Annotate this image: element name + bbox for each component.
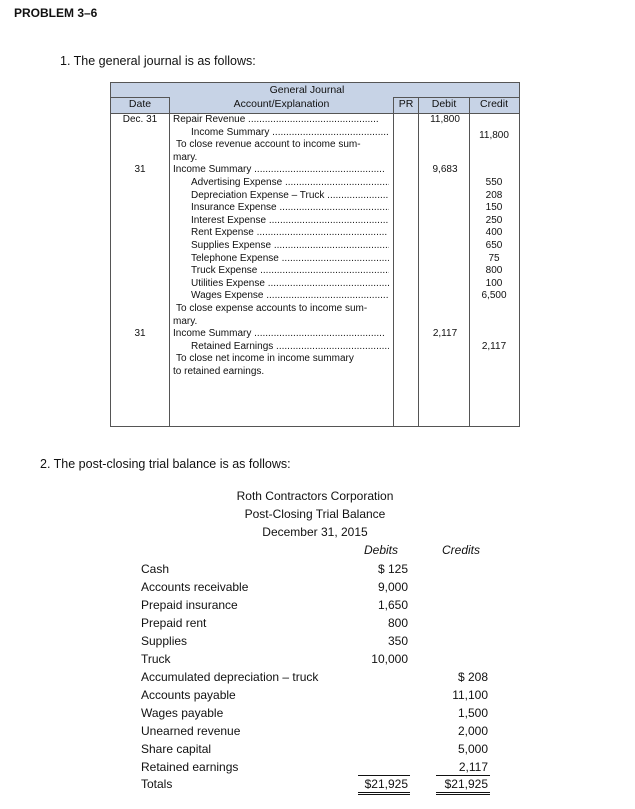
tb-account: Cash [141,562,170,576]
tb-credit: 2,117 [458,760,488,774]
journal-credit: 800 [485,265,503,277]
journal-account-text: Supplies Expense ..... [191,240,389,253]
tb-account: Retained earnings [141,760,239,774]
header-credit: Credit [479,98,508,110]
statement-date: December 31, 2015 [262,525,368,539]
header-date: Date [128,98,152,110]
tb-account: Truck [141,652,171,666]
tb-account: Share capital [141,742,212,756]
header-debit: Debit [431,98,457,110]
journal-account-text: to retained earnings. [173,366,265,377]
tb-debit: 9,000 [377,580,408,594]
tb-credit: 2,000 [457,724,488,738]
journal-account-text: Utilities Expense ..... [191,278,389,291]
journal-credit: 650 [485,240,503,251]
journal-account-text: Income Summary ..... [191,127,389,140]
journal-title: General Journal [269,84,345,96]
journal-credit: 100 [485,277,503,289]
tb-account: Unearned revenue [141,724,241,738]
journal-account-text: To close revenue account to income sum- [176,139,361,151]
header-pr: PR [398,98,414,110]
tb-account: Accumulated depreciation – truck [141,670,319,684]
statement-title: Post-Closing Trial Balance [244,507,386,521]
journal-account-text: mary. [173,315,198,327]
tb-account: Accounts receivable [141,580,249,594]
total-credits: $21,925 [444,777,488,791]
tb-account: Accounts payable [141,688,236,702]
tb-debit: 350 [387,634,408,648]
journal-account-text: Depreciation Expense – Truck ..... [191,190,389,203]
journal-account-text: Advertising Expense ..... [191,177,389,190]
journal-credit: 208 [485,189,503,201]
general-journal-table [110,82,520,427]
journal-credit: 250 [485,214,503,226]
journal-date: Dec. 31 [122,114,158,125]
journal-account-text: To close expense accounts to income sum- [176,303,368,314]
header-account: Account/Explanation [233,98,330,110]
tb-credit: 5,000 [457,742,488,756]
tb-debit: $ 125 [377,562,408,576]
journal-credit: 11,800 [479,129,509,141]
tb-credit: $ 208 [457,670,488,684]
tb-account: Supplies [141,634,188,648]
journal-date: 31 [134,164,146,176]
journal-account-text: Retained Earnings ..... [191,341,389,354]
journal-account-text: To close net income in income summary [176,353,354,365]
journal-credit: 2,117 [481,340,507,352]
tb-debit: 1,650 [377,598,408,612]
journal-account-text: Income Summary ..... [173,164,389,177]
problem-title: PROBLEM 3–6 [14,6,98,20]
journal-account-text: Truck Expense ..... [191,265,389,278]
journal-credit: 550 [485,177,503,188]
journal-debit: 11,800 [430,114,460,125]
journal-account-text: Wages Expense ..... [191,290,389,303]
journal-account-text: Telephone Expense ..... [191,253,389,266]
credits-heading: Credits [442,543,481,557]
journal-account-text: Interest Expense ..... [191,215,389,228]
part2-heading: 2. The post-closing trial balance is as follows: [40,457,291,471]
tb-credit: 1,500 [457,706,488,720]
total-debits: $21,925 [364,777,408,791]
tb-debit: 800 [387,616,408,630]
journal-account-text: mary. [173,151,198,163]
journal-debit: 9,683 [432,164,458,176]
tb-account: Prepaid insurance [141,598,238,612]
journal-account-text: Rent Expense ..... [191,227,389,240]
tb-account: Prepaid rent [141,616,207,630]
tb-credit: 11,100 [452,688,488,702]
journal-credit: 400 [485,227,503,239]
journal-credit: 6,500 [481,290,507,302]
journal-credit: 75 [488,252,500,264]
journal-debit: 2,117 [432,328,458,340]
company-name: Roth Contractors Corporation [236,489,394,503]
journal-account-text: Income Summary ..... [173,328,389,341]
journal-header [111,83,519,114]
debits-heading: Debits [364,543,399,557]
journal-account-text: Insurance Expense ..... [191,202,389,215]
totals-label: Totals [141,777,173,791]
tb-account: Wages payable [141,706,224,720]
journal-credit: 150 [485,202,503,214]
journal-account-text: Repair Revenue ..... [173,114,389,127]
tb-debit: 10,000 [371,652,408,666]
journal-date: 31 [134,328,146,340]
part1-heading: 1. The general journal is as follows: [60,54,256,68]
